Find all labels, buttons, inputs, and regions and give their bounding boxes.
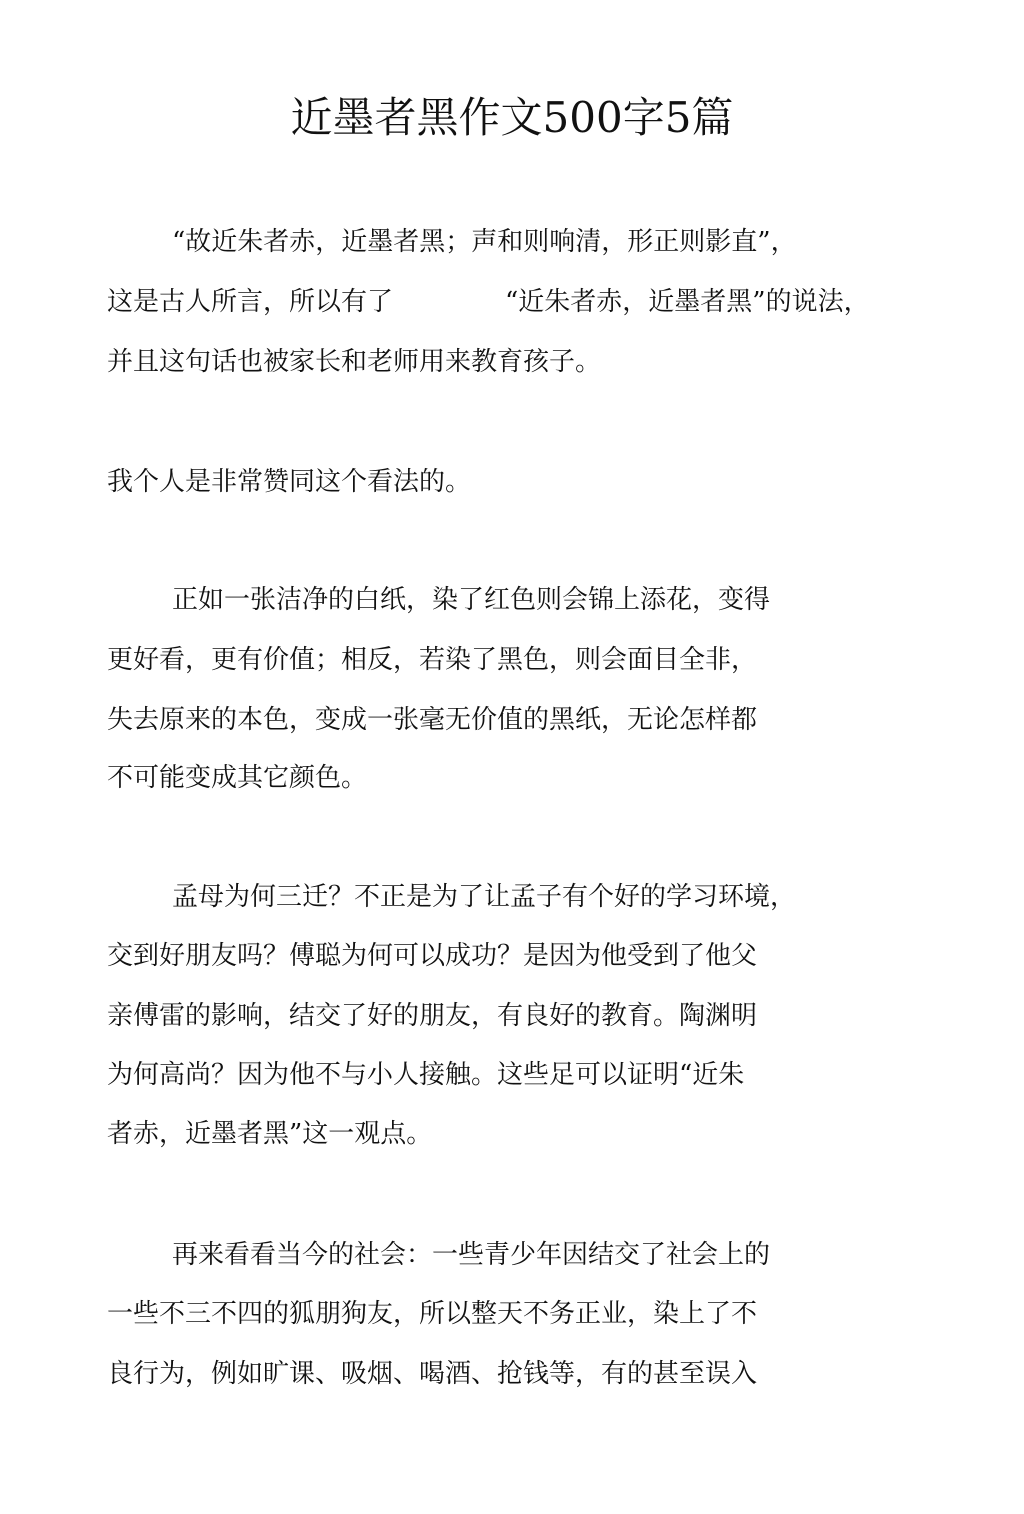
paragraph-4-line-5: 者赤，近墨者黑”这一观点。 bbox=[107, 1119, 433, 1149]
paragraph-3-line-3: 失去原来的本色，变成一张毫无价值的黑纸，无论怎样都 bbox=[107, 705, 758, 735]
paragraph-4-line-2: 交到好朋友吗？傅聪为何可以成功？是因为他受到了他父 bbox=[107, 941, 758, 971]
paragraph-5-line-3: 良行为，例如旷课、吸烟、喝酒、抢钱等，有的甚至误入 bbox=[107, 1359, 758, 1389]
document-title: 近墨者黑作文500字5篇 bbox=[290, 93, 734, 142]
paragraph-3-line-4: 不可能变成其它颜色。 bbox=[107, 763, 368, 793]
paragraph-1-line-2b: “近朱者赤，近墨者黑”的说法， bbox=[505, 287, 870, 317]
paragraph-1-line-3: 并且这句话也被家长和老师用来教育孩子。 bbox=[107, 347, 602, 377]
paragraph-5-line-1: 再来看看当今的社会：一些青少年因结交了社会上的 bbox=[172, 1240, 771, 1270]
paragraph-2-line-1: 我个人是非常赞同这个看法的。 bbox=[107, 467, 472, 497]
paragraph-1-line-2a: 这是古人所言，所以有了 bbox=[107, 287, 394, 317]
paragraph-4-line-1: 孟母为何三迁？不正是为了让孟子有个好的学习环境， bbox=[172, 882, 797, 912]
paragraph-5-line-2: 一些不三不四的狐朋狗友，所以整天不务正业，染上了不 bbox=[107, 1299, 758, 1329]
paragraph-4-line-4: 为何高尚？因为他不与小人接触。这些足可以证明“近朱 bbox=[107, 1060, 745, 1090]
paragraph-3-line-1: 正如一张洁净的白纸，染了红色则会锦上添花，变得 bbox=[172, 585, 771, 615]
paragraph-1-line-1: “故近朱者赤，近墨者黑；声和则响清，形正则影直”， bbox=[172, 227, 797, 257]
paragraph-4-line-3: 亲傅雷的影响，结交了好的朋友，有良好的教育。陶渊明 bbox=[107, 1001, 758, 1031]
paragraph-3-line-2: 更好看，更有价值；相反，若染了黑色，则会面目全非， bbox=[107, 645, 758, 675]
